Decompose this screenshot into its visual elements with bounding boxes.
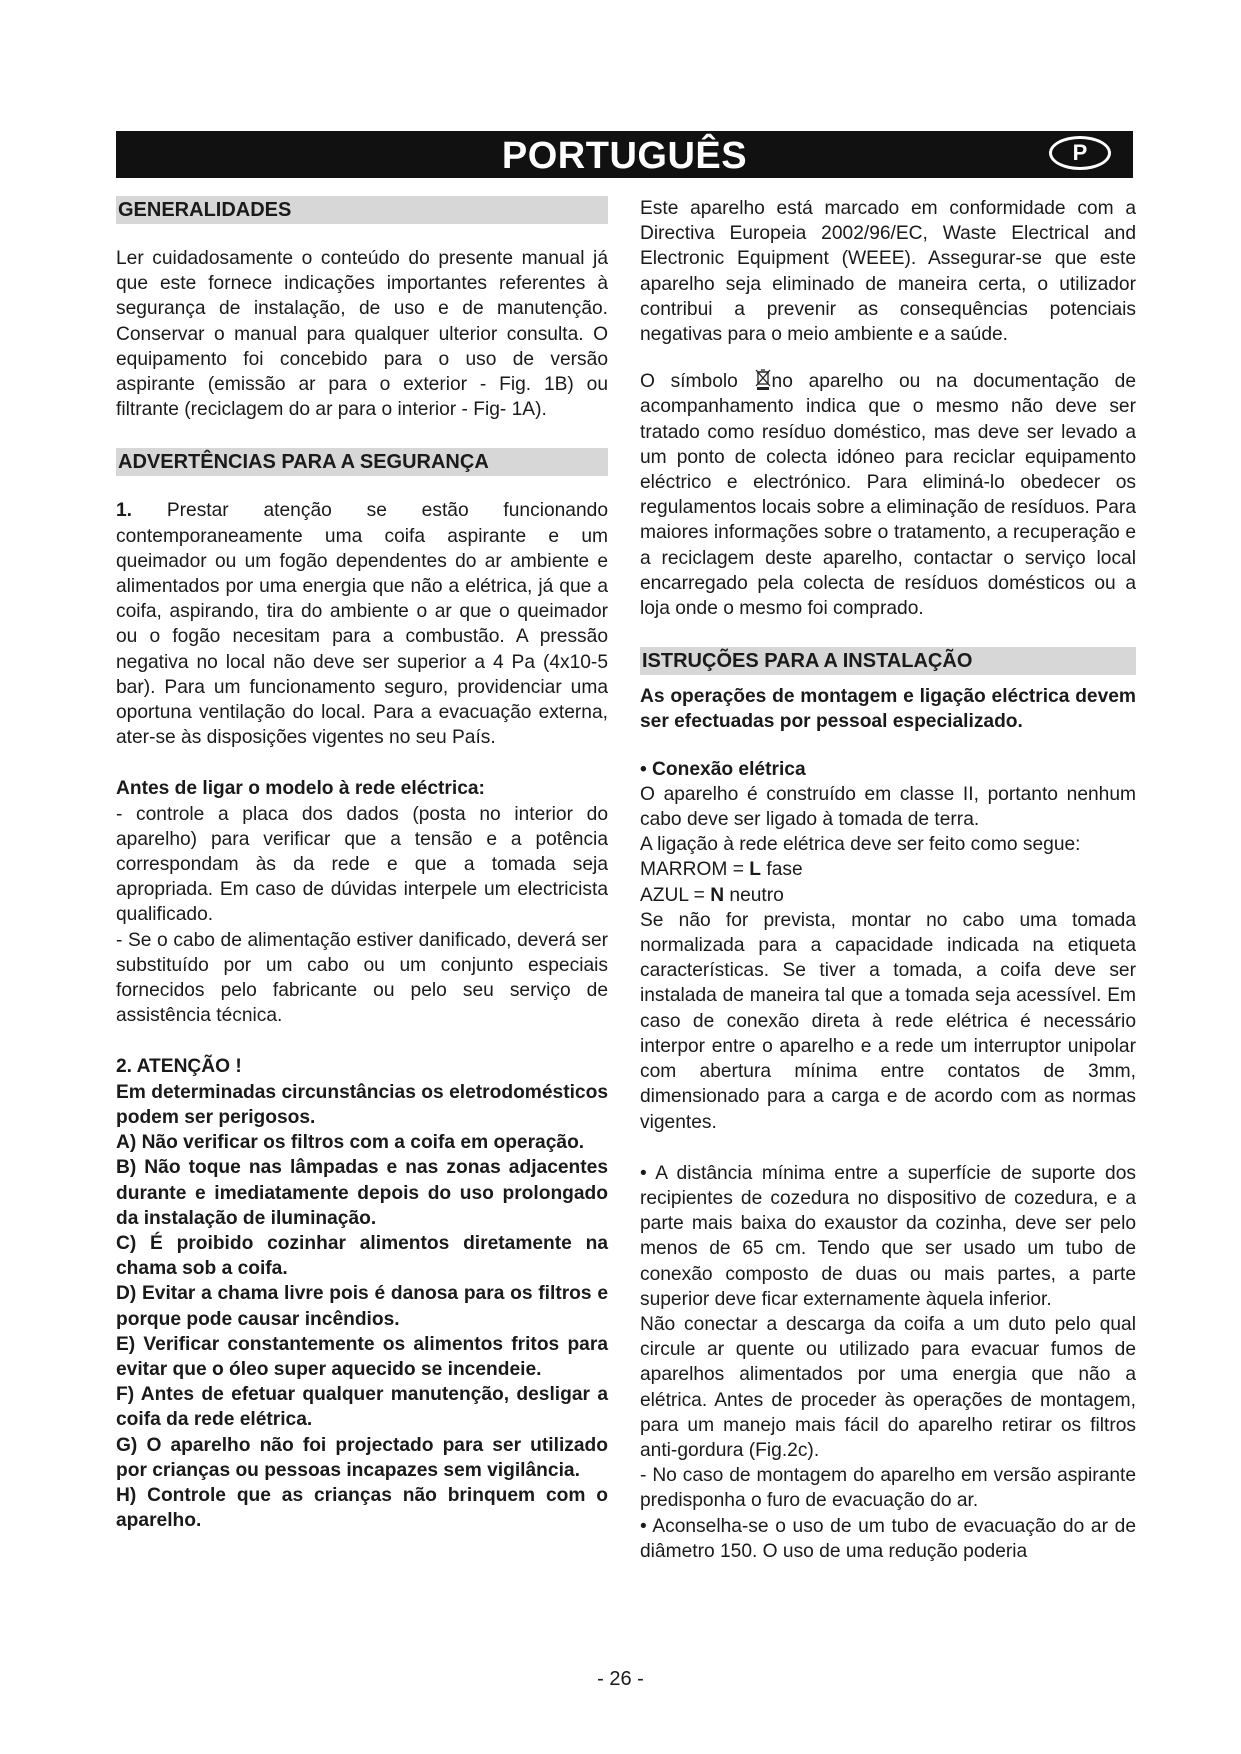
heading-safety: ADVERTÊNCIAS PARA A SEGURANÇA (116, 448, 608, 476)
page-title: PORTUGUÊS (501, 135, 748, 177)
language-title-bar (116, 131, 1133, 178)
before-connect-heading: Antes de ligar o modelo à rede eléctrica: (116, 778, 485, 800)
attention-item-c: C) É proibido cozinhar alimentos diretamente na chama sob a coifa. (116, 1232, 608, 1280)
weee-text: Este aparelho está marcado em conformidade com a Directiva Europeia 2002/96/EC, Waste Electrical and Electronic Equipment (WEEE). Assegurar-se que este aparelho seja eliminado de maneira certa, o utilizador contribui a prevenir as consequências potenciais negativas para o meio ambiente e a saúde. (640, 198, 1136, 346)
connection-heading: • Conexão elétrica (640, 758, 806, 780)
attention-item-b: B) Não toque nas lâmpadas e nas zonas adjacentes durante e imediatamente depois do uso prolongado da instalação de iluminação. (116, 1157, 608, 1229)
blue-wire-line: AZUL = N neutro (640, 884, 784, 906)
page-number: - 26 - (597, 1668, 644, 1690)
duct-text: Não conectar a descarga da coifa a um duto pelo qual circule ar quente ou utilizado para evacuar fumos de aparelhos alimentados por uma energia que não a elétrica. Antes de proceder às operações de montagem, para um manejo mais fácil do aparelho retirar os filtros anti-gordura (Fig.2c). (640, 1313, 1136, 1461)
blue-wire-code: N (710, 884, 725, 906)
connection-text-3: Se não for prevista, montar no cabo uma tomada normalizada para a capacidade indicada na etiqueta características. Se tiver a tomada, a coifa deve ser instalada de maneira tal que a tomada seja acessível. Em caso de conexão direta à rede elétrica é necessário interpor entre o aparelho e a rede um interruptor unipolar com abertura mínima entre contatos de 3mm, dimensionado para a carga e de acordo com as normas vigentes. (640, 909, 1136, 1133)
language-badge: P (1049, 136, 1111, 170)
symbol-text-pre: O símbolo (640, 371, 738, 393)
safety-paragraph (116, 498, 608, 750)
heading-generalities: GENERALIDADES (116, 196, 608, 224)
attention-intro: Em determinadas circunstâncias os eletrodomésticos podem ser perigosos. (116, 1081, 608, 1128)
wheelie-bin-icon (755, 369, 771, 391)
connection-text-2: A ligação à rede elétrica deve ser feito como segue: (640, 834, 1081, 856)
hole-text: - No caso de montagem do aparelho em versão aspirante predisponha o furo de evacuação do ar. (640, 1465, 1136, 1512)
tube-text: • Aconselha-se o uso de um tubo de evacuação do ar de diâmetro 150. O uso de uma redução poderia (640, 1515, 1136, 1562)
safety-text: Prestar atenção se estão funcionando contemporaneamente uma coifa aspirante e um queimador ou um fogão dependentes do ar ambiente e alimentados por uma energia que não a elétrica, já que a coifa, aspirando, tira do ambiente o ar que o queimador ou o fogão necesitam para a combustão. A pressão negativa no local não deve ser superior a 4 Pa (4x10-5 bar). Para um funcionamento seguro, providenciar uma oportuna ventilação do local. Para a evacuação externa, ater-se às disposições vigentes no seu País. (116, 500, 608, 749)
symbol-paragraph (640, 369, 1136, 621)
generalities-text: Ler cuidadosamente o conteúdo do presente manual já que este fornece indicações importantes referentes à segurança de instalação, de uso e de manutenção. Conservar o manual para qualquer ulterior consulta. O equipamento foi concebido para o uso de versão aspirante (emissão ar para o exterior - Fig. 1B) ou filtrante (reciclagem do ar para o interior - Fig- 1A). (116, 248, 608, 421)
right-column (640, 196, 1136, 1564)
attention-item-d: D) Evitar a chama livre pois é danosa para os filtros e porque pode causar incêndios. (116, 1283, 608, 1330)
brown-wire-line: MARROM = L fase (640, 859, 803, 881)
attention-item-a: A) Não verificar os filtros com a coifa em operação. (116, 1132, 585, 1154)
attention-item-e: E) Verificar constantemente os alimentos fritos para evitar que o óleo super aquecido se incendeie. (116, 1333, 608, 1380)
safety-number: 1. (116, 500, 133, 522)
attention-item-h: H) Controle que as crianças não brinquem com o aparelho. (116, 1484, 608, 1532)
before-connect-item-2: - Se o cabo de alimentação estiver danificado, deverá ser substituído por um cabo ou um conjunto especiais fornecidos pelo fabricante ou pelo seu serviço de assistência técnica. (116, 929, 608, 1027)
attention-item-f: F) Antes de efetuar qualquer manutenção, desligar a coifa da rede elétrica. (116, 1384, 608, 1431)
attention-heading: 2. ATENÇÃO ! (116, 1056, 242, 1078)
left-column (116, 196, 608, 1533)
heading-installation: ISTRUÇÕES PARA A INSTALAÇÃO (640, 647, 1136, 675)
brown-wire-code: L (749, 859, 762, 881)
distance-text: • A distância mínima entre a superfície de suporte dos recipientes de cozedura no dispositivo de cozedura, e a parte mais baixa do exaustor da cozinha, deve ser pelo menos de 65 cm. Tendo que ser usado um tubo de conexão composto de duas ou mais partes, a parte superior deve ficar externamente àquela inferior. (640, 1162, 1136, 1310)
symbol-text-post: no aparelho ou na documentação de acompanhamento indica que o mesmo não deve ser tratado como resíduo doméstico, mas deve ser levado a um ponto de colecta idóneo para reciclar equipamento eléctrico e electrónico. Para eliminá-lo obedecer os regulamentos locais sobre a eliminação de resíduos. Para maiores informações sobre o tratamento, a recuperação e a reciclagem deste aparelho, contactar o serviço local encarregado pela colecta de resíduos domésticos ou a loja onde o mesmo foi comprado. (640, 371, 1136, 620)
attention-item-g: G) O aparelho não foi projectado para ser utilizado por crianças ou pessoas incapazes sem vigilância. (116, 1434, 608, 1481)
before-connect-item-1: - controle a placa dos dados (posta no interior do aparelho) para verificar que a tensão e a potência correspondam às da rede e que a tomada seja apropriada. Em caso de dúvidas interpele um electricista qualificado. (116, 803, 608, 926)
connection-text-1: O aparelho é construído em classe II, portanto nenhum cabo deve ser ligado à tomada de terra. (640, 783, 1136, 831)
installation-warning: As operações de montagem e ligação eléctrica devem ser efectuadas por pessoal especializado. (640, 686, 1136, 733)
